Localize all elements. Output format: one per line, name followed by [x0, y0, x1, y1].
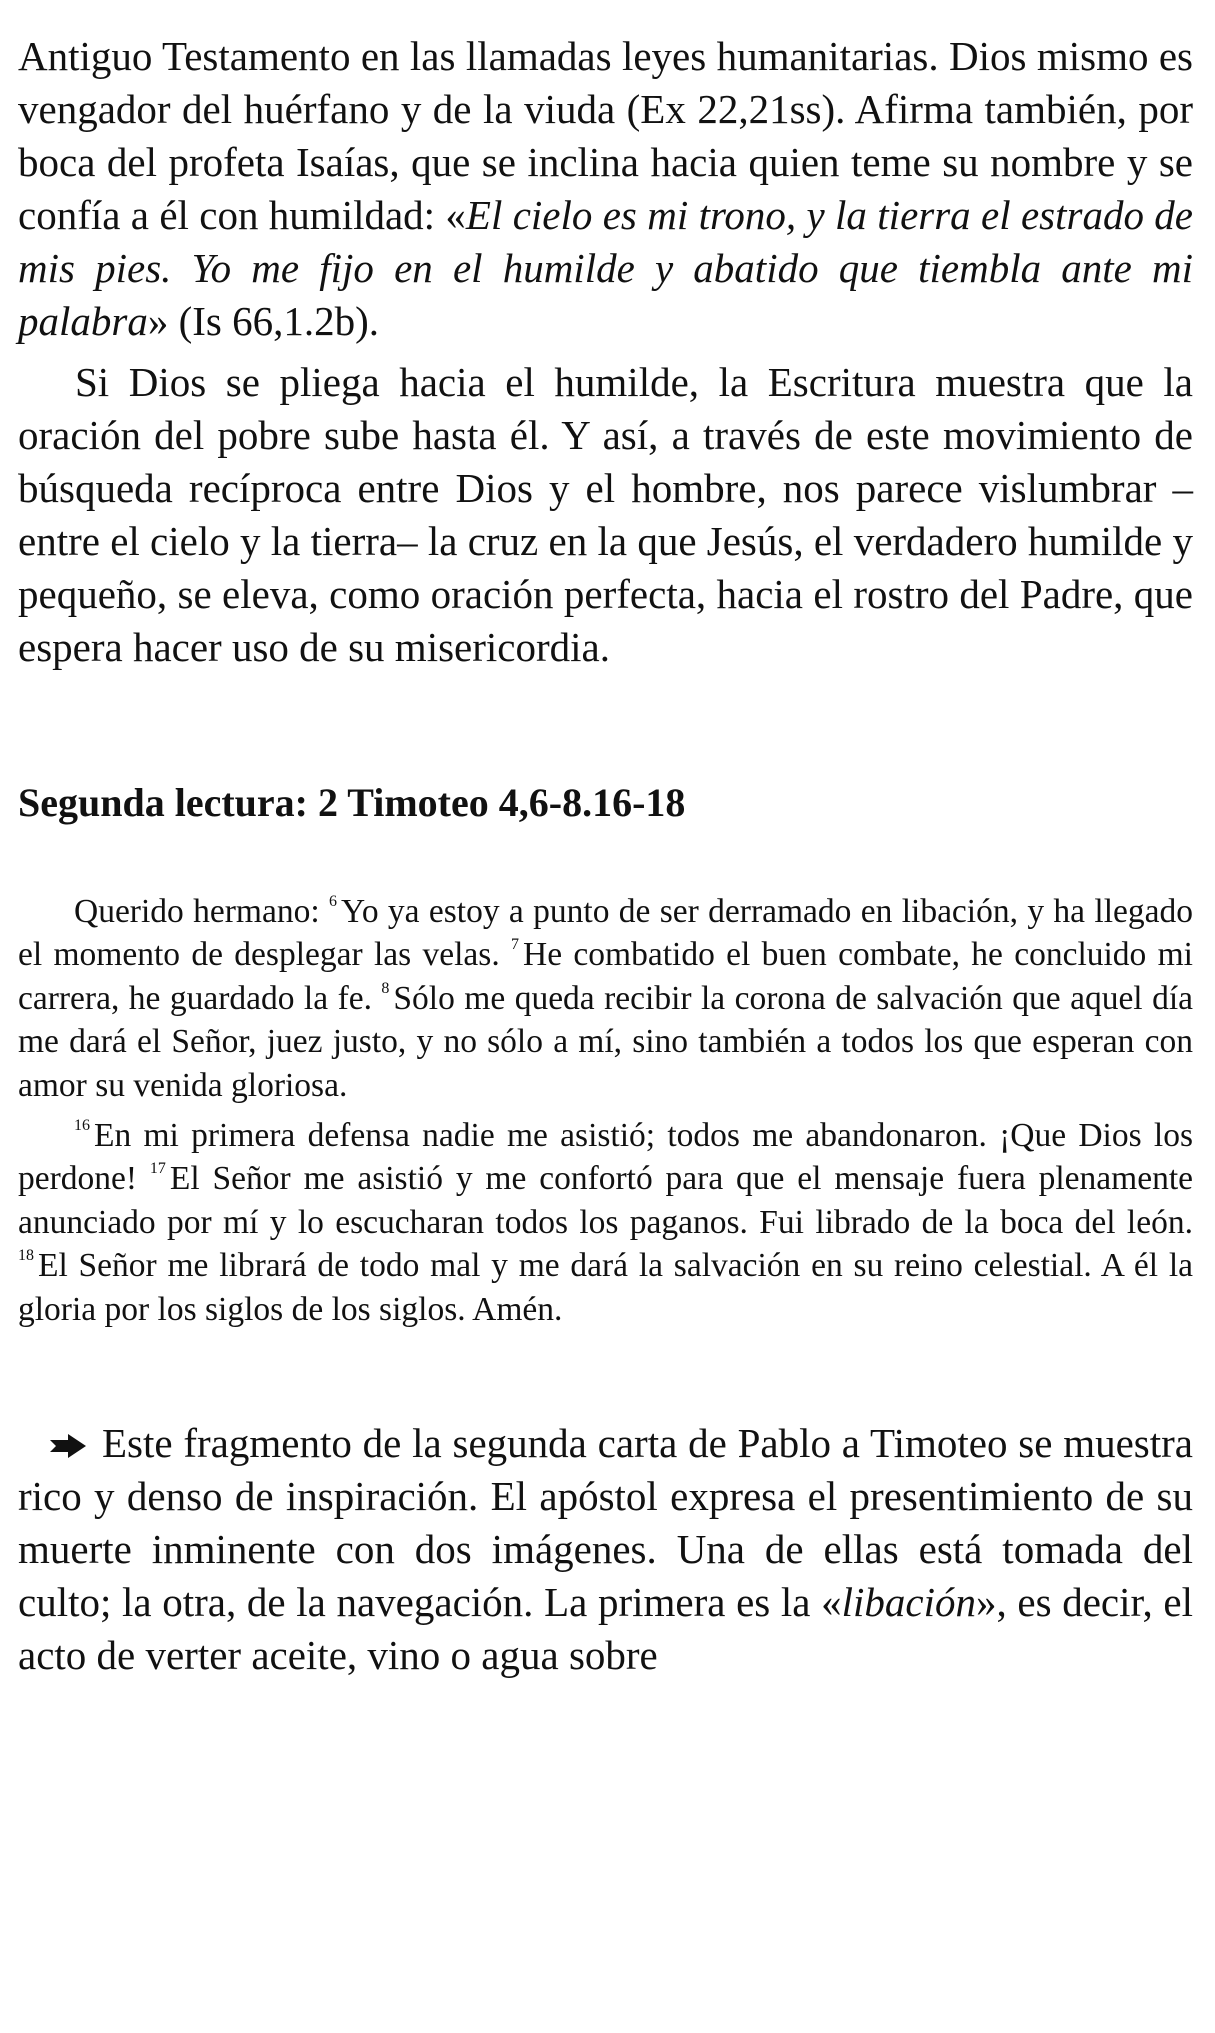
- text-run: Antiguo Testamento en las llamadas leyes humanitarias. Dios mismo es vengador del huérfano y de la viuda (Ex 22,21ss). Afirma también, por boca del profeta Isaías, que se inclina hacia quien teme su nombre y se confía a él con humildad: «: [18, 33, 1193, 238]
- text-run: » (Is 66,1.2b).: [147, 298, 380, 344]
- verse-number: 17: [149, 1160, 166, 1178]
- body-paragraph: [18, 30, 1193, 348]
- reading-paragraph: [18, 1114, 1193, 1331]
- italic-text: El cielo es mi trono, y la tierra el estrado de mis pies. Yo me fijo en el humilde y abatido que tiembla ante mi palabra: [18, 192, 1193, 344]
- reading-paragraph: [18, 890, 1193, 1107]
- italic-text: libación: [841, 1579, 977, 1626]
- comment-paragraph: [18, 1417, 1193, 1682]
- reading-text: [18, 890, 1193, 1331]
- text-run: El Señor me asistió y me confortó para que el mensaje fuera plenamente anunciado por mí y lo escucharan todos los paganos. Fui librado de la boca del león.: [18, 1160, 1193, 1241]
- intro-text: [18, 30, 1193, 674]
- verse-number: 16: [74, 1117, 90, 1135]
- text-run: He combatido el buen combate, he concluido mi carrera, he guardado la fe.: [18, 936, 1193, 1017]
- text-run: En mi primera defensa nadie me asistió; todos me abandonaron. ¡Que Dios los perdone!: [18, 1117, 1193, 1198]
- verse-number: 18: [18, 1247, 34, 1265]
- commentary: [18, 1417, 1193, 1682]
- verse-number: 7: [511, 936, 520, 954]
- verse-number: 8: [381, 979, 390, 997]
- page: [18, 30, 1193, 1682]
- text-run: Sólo me queda recibir la corona de salvación que aquel día me dará el Señor, juez justo, y no sólo a mí, sino también a todos los que esperan con amor su venida gloriosa.: [18, 979, 1193, 1104]
- body-paragraph: [18, 356, 1193, 674]
- text-run: El Señor me librará de todo mal y me dará la salvación en su reino celestial. A él la gloria por los siglos de los siglos. Amén.: [18, 1247, 1193, 1328]
- right-arrow-icon: [48, 1432, 88, 1460]
- text-run: », es decir, el acto de verter aceite, vino o agua sobre: [18, 1579, 1194, 1679]
- verse-number: 6: [328, 893, 337, 910]
- text-run: Si Dios se pliega hacia el humilde, la Escritura muestra que la oración del pobre sube hasta él. Y así, a través de este movimiento de búsqueda recíproca entre Dios y el hombre, nos parece vislumbrar –entre el cielo y la tierra– la cruz en la que Jesús, el verdadero humilde y pequeño, se eleva, como oración perfecta, hacia el rostro del Padre, que espera hacer uso de su misericordia.: [18, 359, 1193, 670]
- text-run: Querido hermano:: [74, 893, 329, 930]
- text-run: Este fragmento de la segunda carta de Pablo a Timoteo se muestra rico y denso de inspiración. El apóstol expresa el presentimiento de su muerte inminente con dos imágenes. Una de ellas está tomada del culto; la otra, de la navegación. La primera es la «: [18, 1420, 1193, 1626]
- text-run: Yo ya estoy a punto de ser derramado en libación, y ha llegado el momento de desplegar las velas.: [18, 893, 1193, 974]
- section-heading: Segunda lectura: 2 Timoteo 4,6-8.16-18: [18, 780, 686, 825]
